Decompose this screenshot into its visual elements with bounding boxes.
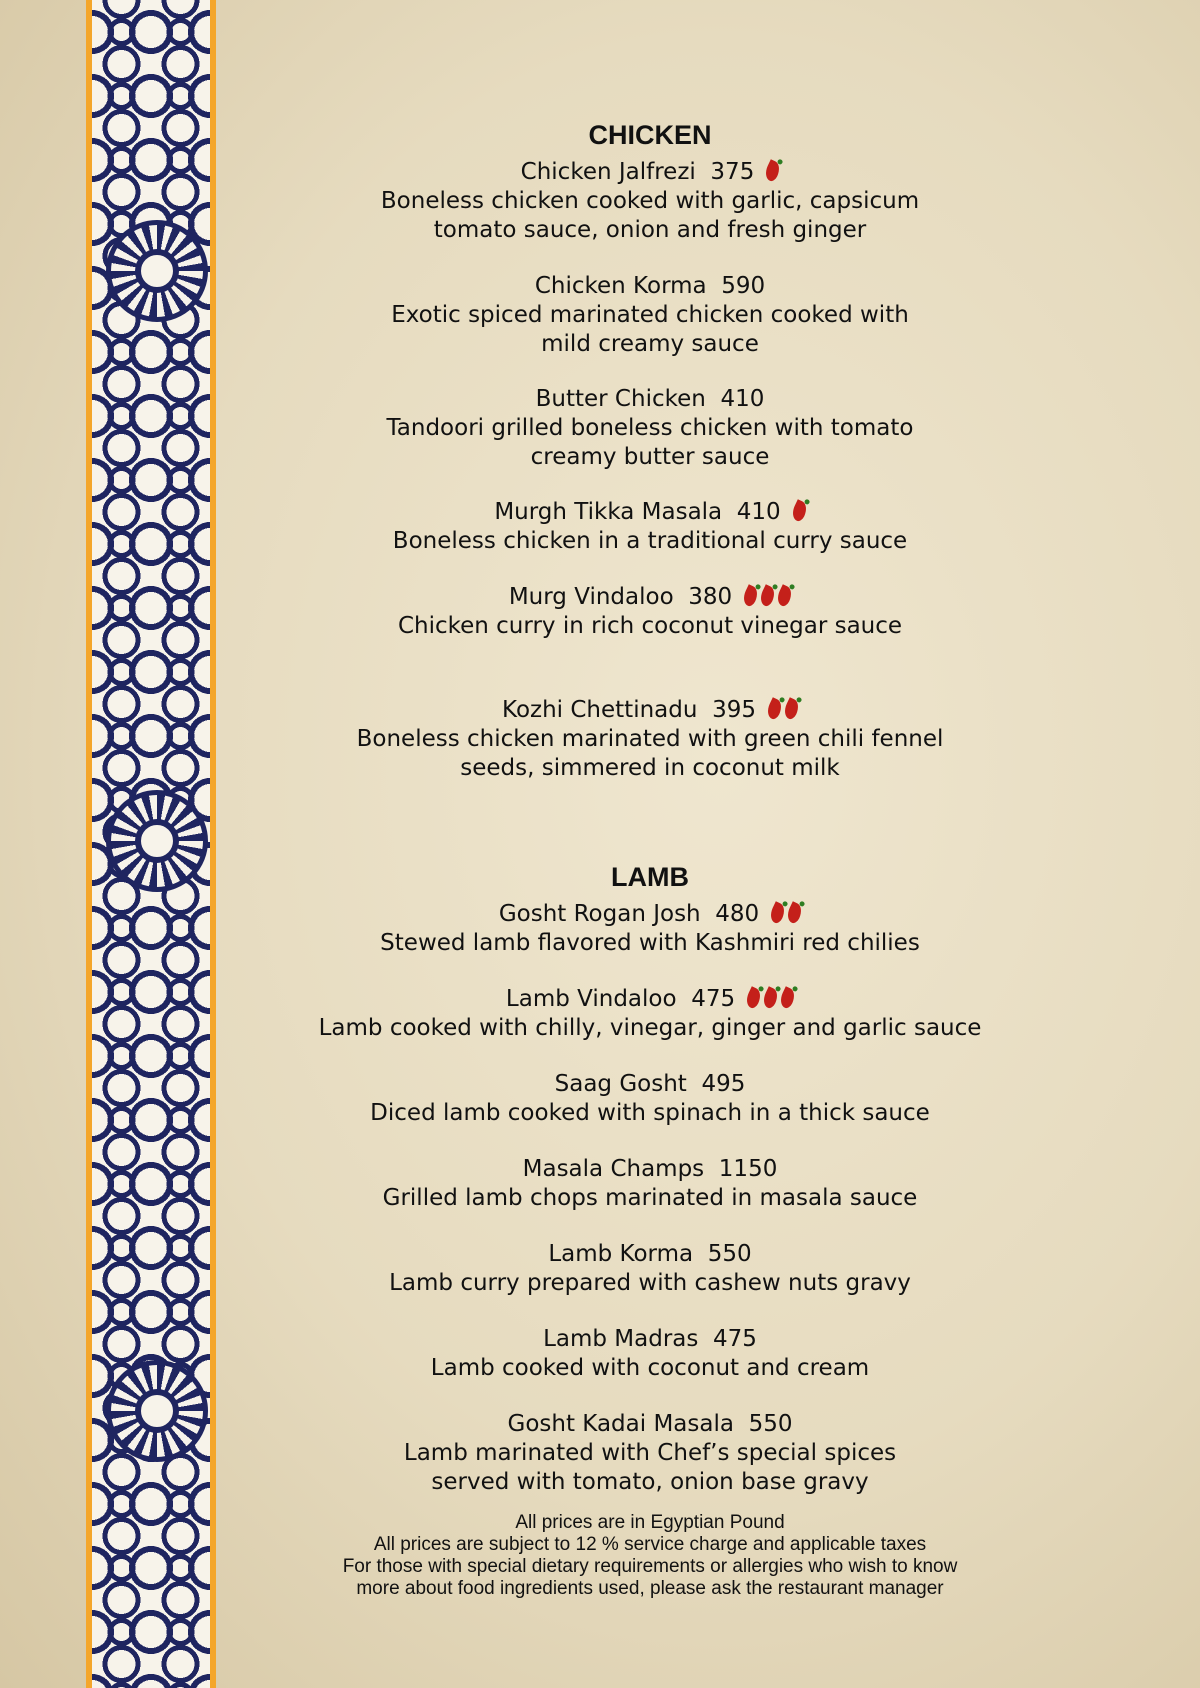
menu-item — [290, 1070, 1010, 1128]
item-name-line — [290, 900, 1010, 929]
item-description: Lamb cooked with coconut and cream — [430, 1355, 870, 1381]
item-name: Murg Vindaloo — [508, 584, 674, 610]
item-name: Chicken Korma — [534, 273, 707, 299]
footer-dietary-note: For those with special dietary requirements or allergies who wish to know — [342, 1556, 958, 1577]
item-price: 475 — [691, 986, 736, 1012]
item-price: 410 — [736, 499, 781, 525]
item-description: Boneless chicken in a traditional curry sauce — [392, 528, 908, 554]
spice-level — [789, 499, 806, 525]
item-name-line — [290, 1155, 1010, 1184]
item-price: 475 — [713, 1326, 757, 1352]
item-price: 380 — [688, 584, 733, 610]
chili-icon — [789, 499, 809, 523]
medallion-icon — [106, 790, 208, 892]
chili-icon — [743, 986, 763, 1010]
item-name-line — [290, 696, 1010, 725]
footer-notes — [270, 1512, 1030, 1600]
item-name-line — [290, 1410, 1010, 1439]
item-description: Stewed lamb flavored with Kashmiri red chilies — [380, 930, 920, 956]
item-name-line — [290, 1240, 1010, 1269]
chili-icon — [785, 901, 805, 925]
item-description: Exotic spiced marinated chicken cooked with mild creamy sauce — [391, 302, 909, 357]
chili-icon — [760, 986, 780, 1010]
menu-item — [290, 1325, 1010, 1383]
menu-item — [290, 583, 1010, 641]
chili-icon — [775, 584, 795, 608]
item-name: Lamb Madras — [543, 1326, 699, 1352]
menu-item — [290, 1155, 1010, 1213]
spice-level — [743, 986, 794, 1012]
item-name-line — [290, 1325, 1010, 1354]
item-price: 590 — [721, 273, 766, 299]
medallion-icon — [106, 1360, 208, 1462]
item-price: 550 — [707, 1241, 752, 1267]
chili-icon — [741, 584, 761, 608]
chili-icon — [763, 159, 783, 183]
item-name-line — [290, 1070, 1010, 1099]
menu-item — [290, 696, 1010, 783]
menu-item — [290, 1240, 1010, 1298]
spice-level — [767, 901, 801, 927]
chili-icon — [764, 697, 784, 721]
item-name: Gosht Rogan Josh — [498, 901, 701, 927]
item-description: Boneless chicken marinated with green chili fennel seeds, simmered in coconut milk — [356, 726, 944, 781]
item-name: Lamb Korma — [548, 1241, 694, 1267]
item-name-line — [290, 985, 1010, 1014]
section-heading-chicken: CHICKEN — [588, 120, 712, 150]
medallion-icon — [106, 220, 208, 322]
item-name: Lamb Vindaloo — [505, 986, 677, 1012]
item-name: Saag Gosht — [554, 1071, 687, 1097]
item-description: Tandoori grilled boneless chicken with tomato creamy butter sauce — [386, 415, 914, 470]
chili-icon — [768, 901, 788, 925]
chili-icon — [777, 986, 797, 1010]
item-name-line — [290, 158, 1010, 187]
item-price: 550 — [748, 1411, 793, 1437]
item-price: 410 — [720, 386, 765, 412]
item-name: Chicken Jalfrezi — [520, 159, 696, 185]
menu-item — [290, 900, 1010, 958]
item-name-line — [290, 272, 1010, 301]
item-description: Lamb cooked with chilly, vinegar, ginger and garlic sauce — [318, 1015, 982, 1041]
item-name-line — [290, 498, 1010, 527]
spice-level — [764, 697, 798, 723]
item-name-line — [290, 385, 1010, 414]
item-name: Masala Champs — [522, 1156, 705, 1182]
menu-item — [290, 158, 1010, 245]
menu-item — [290, 985, 1010, 1043]
item-description: Grilled lamb chops marinated in masala sauce — [382, 1185, 918, 1211]
item-price: 480 — [715, 901, 760, 927]
item-name: Kozhi Chettinadu — [502, 697, 698, 723]
item-price: 495 — [701, 1071, 746, 1097]
menu-item — [290, 385, 1010, 472]
footer-currency-note: All prices are in Egyptian Pound — [515, 1512, 785, 1533]
menu-item — [290, 1410, 1010, 1497]
section-heading-lamb: LAMB — [611, 862, 689, 892]
chili-icon — [758, 584, 778, 608]
item-description: Lamb marinated with Chef’s special spices served with tomato, onion base gravy — [403, 1440, 897, 1495]
item-price: 395 — [712, 697, 756, 723]
item-price: 1150 — [718, 1156, 778, 1182]
item-name: Butter Chicken — [535, 386, 706, 412]
decorative-border — [86, 0, 216, 1688]
item-name: Gosht Kadai Masala — [507, 1411, 734, 1437]
footer-dietary-note-continued: more about food ingredients used, please ask the restaurant manager — [356, 1578, 944, 1599]
spice-level — [740, 584, 791, 610]
item-name-line — [290, 583, 1010, 612]
item-name: Murgh Tikka Masala — [494, 499, 723, 525]
item-description: Diced lamb cooked with spinach in a thick sauce — [370, 1100, 930, 1126]
mandala-pattern — [92, 0, 210, 1688]
spice-level — [762, 159, 779, 185]
menu-item — [290, 272, 1010, 359]
menu-item — [290, 498, 1010, 556]
item-description: Boneless chicken cooked with garlic, capsicum tomato sauce, onion and fresh ginger — [380, 188, 920, 243]
item-description: Chicken curry in rich coconut vinegar sauce — [397, 613, 903, 639]
footer-service-charge-note: All prices are subject to 12 % service charge and applicable taxes — [373, 1534, 927, 1555]
item-description: Lamb curry prepared with cashew nuts gravy — [389, 1270, 911, 1296]
item-price: 375 — [710, 159, 755, 185]
